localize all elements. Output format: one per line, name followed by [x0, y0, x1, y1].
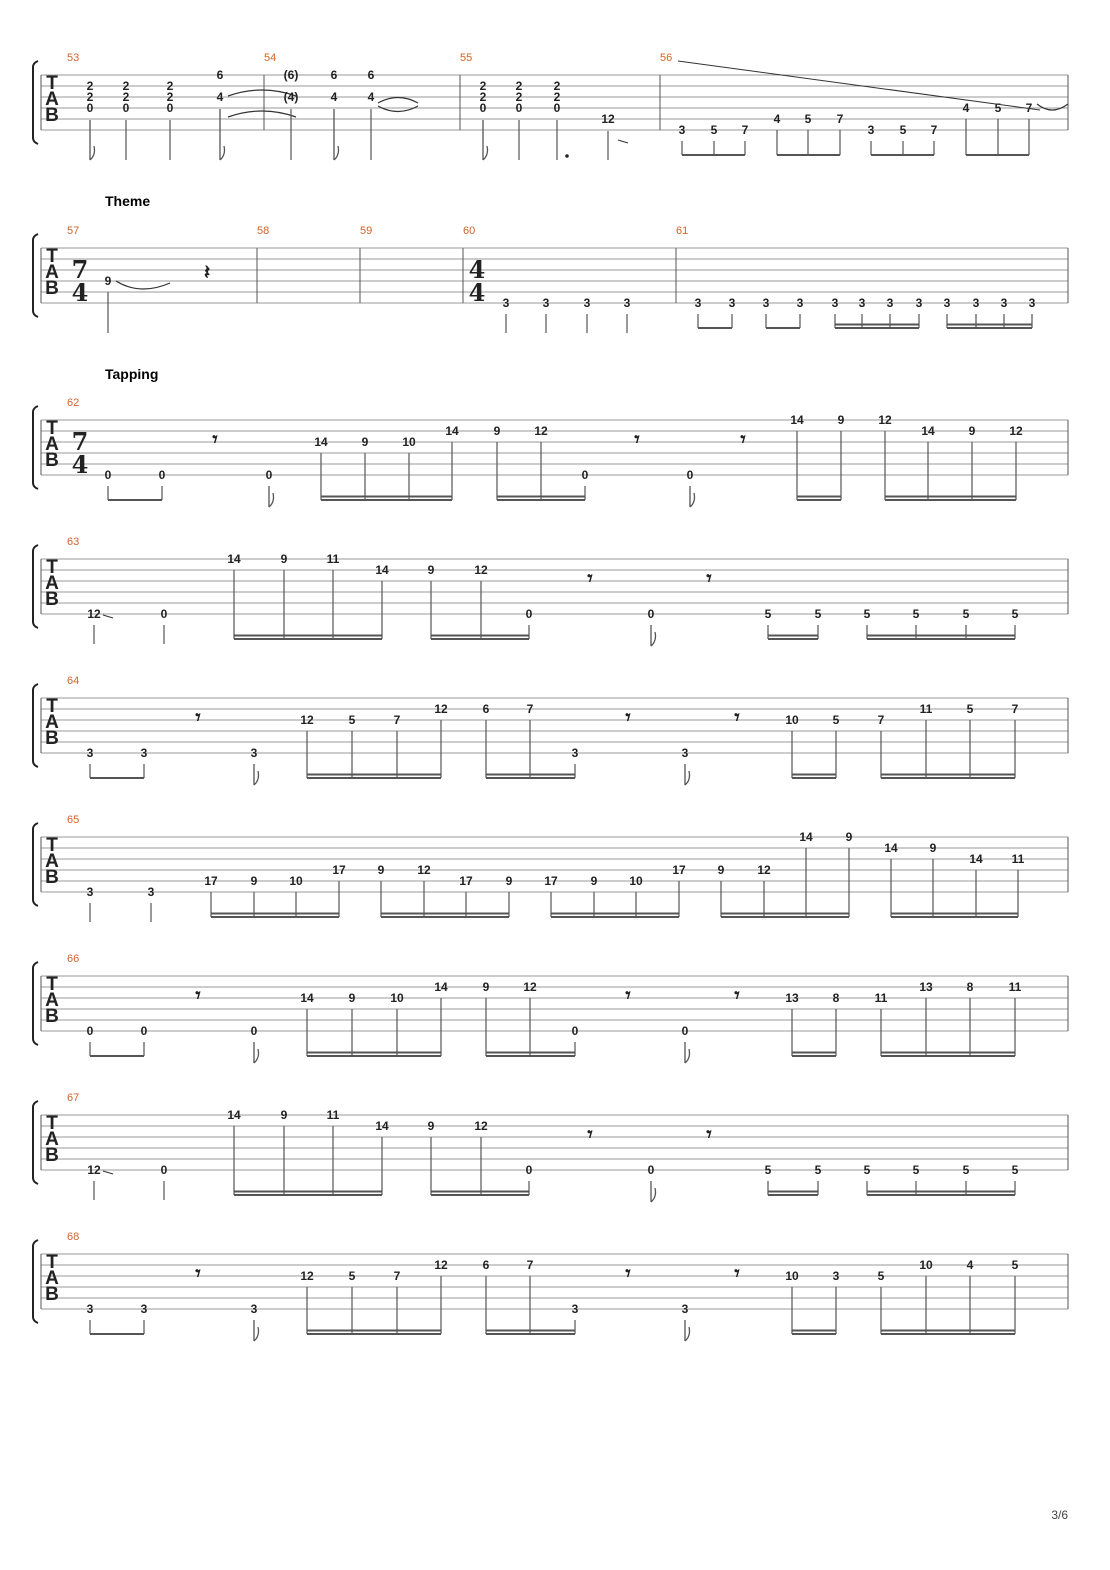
note-flag: [254, 764, 259, 785]
fret-number: 9: [717, 863, 725, 877]
fret-number: 9: [845, 830, 853, 844]
fret-number: 3: [796, 296, 804, 310]
time-signature-bottom: 4: [71, 450, 89, 479]
fret-number: 5: [863, 1163, 871, 1177]
fret-number: 0: [166, 101, 174, 115]
tab-system: [33, 536, 1068, 646]
fret-number: 0: [681, 1024, 689, 1038]
fret-number: 0: [581, 468, 589, 482]
time-signature-top: 7: [71, 427, 89, 456]
fret-number: 5: [348, 713, 356, 727]
fret-number: 2: [166, 79, 174, 93]
tab-system: [33, 1092, 1068, 1202]
fret-number: 9: [361, 435, 369, 449]
note-flag: [334, 109, 339, 160]
fret-number: 14: [300, 991, 314, 1005]
measure-number: 60: [463, 225, 476, 237]
fret-number: 9: [837, 413, 845, 427]
eighth-rest: 𝄾: [740, 427, 746, 451]
fret-number: 17: [459, 874, 473, 888]
fret-number: 2: [515, 90, 523, 104]
tie: [116, 281, 170, 289]
fret-number: 7: [741, 123, 749, 137]
fret-number: 3: [678, 123, 686, 137]
system-bracket: [33, 823, 38, 906]
eighth-rest: 𝄾: [195, 983, 201, 1007]
fret-number: 12: [1009, 424, 1023, 438]
fret-number: 9: [493, 424, 501, 438]
note-flag: [220, 109, 225, 160]
fret-number: 11: [326, 1108, 340, 1122]
fret-number: 10: [785, 1269, 799, 1283]
tab-clef-a: A: [45, 1129, 59, 1150]
tab-clef-t: T: [46, 1113, 58, 1134]
fret-number: 3: [728, 296, 736, 310]
fret-number: 5: [710, 123, 718, 137]
tab-clef-b: B: [45, 278, 59, 299]
fret-number: (4): [283, 90, 299, 104]
fret-number: 5: [1011, 1258, 1019, 1272]
tab-clef-a: A: [45, 262, 59, 283]
fret-number: 5: [814, 607, 822, 621]
fret-number: 3: [542, 296, 550, 310]
eighth-rest: 𝄾: [706, 566, 712, 590]
fret-number: 4: [773, 112, 781, 126]
tab-clef-b: B: [45, 450, 59, 471]
fret-number: 9: [377, 863, 385, 877]
page-number: 3/6: [1051, 1508, 1068, 1522]
fret-number: 14: [921, 424, 935, 438]
fret-number: 5: [962, 607, 970, 621]
fret-number: 3: [140, 746, 148, 760]
fret-number: 11: [874, 991, 888, 1005]
fret-number: 7: [526, 1258, 534, 1272]
section-label-theme: Theme: [105, 193, 151, 209]
fret-number: 2: [122, 79, 130, 93]
fret-number: 12: [87, 1163, 101, 1177]
fret-number: 14: [434, 980, 448, 994]
fret-number: 5: [764, 1163, 772, 1177]
fret-number: 4: [962, 101, 970, 115]
fret-number: 10: [785, 713, 799, 727]
fret-number: 3: [886, 296, 894, 310]
fret-number: 11: [1008, 980, 1022, 994]
fret-number: 3: [681, 1302, 689, 1316]
note-flag: [269, 486, 274, 507]
note-flag: [685, 764, 690, 785]
tab-clef-t: T: [46, 696, 58, 717]
fret-number: 8: [966, 980, 974, 994]
fret-number: 3: [583, 296, 591, 310]
fret-number: 5: [804, 112, 812, 126]
fret-number: 9: [427, 1119, 435, 1133]
fret-number: 3: [681, 746, 689, 760]
fret-number: 3: [831, 296, 839, 310]
fret-number: 13: [919, 980, 933, 994]
fret-number: 14: [799, 830, 813, 844]
eighth-rest: 𝄾: [195, 1261, 201, 1285]
fret-number: 7: [1011, 702, 1019, 716]
measure-number: 62: [67, 397, 80, 409]
fret-number: 3: [86, 1302, 94, 1316]
fret-number: 3: [147, 885, 155, 899]
slide-mark: [103, 615, 113, 618]
fret-number: 3: [86, 746, 94, 760]
fret-number: 2: [86, 79, 94, 93]
eighth-rest: 𝄾: [625, 983, 631, 1007]
fret-number: 7: [1025, 101, 1033, 115]
tab-clef-a: A: [45, 990, 59, 1011]
fret-number: 11: [1011, 852, 1025, 866]
time-signature-top: 4: [468, 255, 486, 284]
fret-number: 12: [87, 607, 101, 621]
fret-number: 5: [962, 1163, 970, 1177]
measure-number: 63: [67, 536, 80, 548]
tab-clef-a: A: [45, 1268, 59, 1289]
measure-number: 61: [676, 225, 689, 237]
fret-number: 13: [785, 991, 799, 1005]
eighth-rest: 𝄾: [734, 1261, 740, 1285]
fret-number: 2: [479, 90, 487, 104]
fret-number: 3: [86, 885, 94, 899]
fret-number: 9: [427, 563, 435, 577]
fret-number: 17: [672, 863, 686, 877]
fret-number: 0: [104, 468, 112, 482]
fret-number: 0: [250, 1024, 258, 1038]
fret-number: 14: [884, 841, 898, 855]
eighth-rest: 𝄾: [734, 983, 740, 1007]
fret-number: 0: [647, 607, 655, 621]
fret-number: 6: [367, 68, 375, 82]
fret-number: 0: [647, 1163, 655, 1177]
measure-number: 53: [67, 52, 80, 64]
fret-number: 0: [525, 607, 533, 621]
measure-number: 58: [257, 225, 270, 237]
fret-number: 9: [505, 874, 513, 888]
fret-number: 9: [104, 274, 112, 288]
fret-number: 0: [160, 1163, 168, 1177]
measure-number: 57: [67, 225, 80, 237]
fret-number: 3: [140, 1302, 148, 1316]
system-bracket: [33, 1101, 38, 1184]
fret-number: 0: [686, 468, 694, 482]
fret-number: 14: [227, 552, 241, 566]
tab-clef-t: T: [46, 557, 58, 578]
fret-number: 11: [326, 552, 340, 566]
tab-system: [33, 814, 1068, 922]
fret-number: 5: [1011, 607, 1019, 621]
tab-clef-b: B: [45, 1006, 59, 1027]
fret-number: 5: [832, 713, 840, 727]
measure-number: 59: [360, 225, 373, 237]
tab-clef-t: T: [46, 1252, 58, 1273]
fret-number: 9: [482, 980, 490, 994]
fret-number: 5: [966, 702, 974, 716]
fret-number: 6: [482, 1258, 490, 1272]
fret-number: 7: [877, 713, 885, 727]
eighth-rest: 𝄾: [587, 1122, 593, 1146]
system-bracket: [33, 1240, 38, 1323]
fret-number: 14: [969, 852, 983, 866]
fret-number: 9: [280, 1108, 288, 1122]
fret-number: 0: [525, 1163, 533, 1177]
system-bracket: [33, 684, 38, 767]
fret-number: 12: [434, 1258, 448, 1272]
measure-number: 54: [264, 52, 277, 64]
tab-system: [33, 953, 1068, 1063]
fret-number: 12: [434, 702, 448, 716]
fret-number: 3: [571, 1302, 579, 1316]
fret-number: 6: [330, 68, 338, 82]
tab-clef-b: B: [45, 589, 59, 610]
fret-number: (6): [283, 68, 299, 82]
fret-number: 12: [474, 563, 488, 577]
note-flag: [254, 1042, 259, 1063]
fret-number: 14: [445, 424, 459, 438]
tab-system: [33, 397, 1068, 507]
fret-number: 9: [929, 841, 937, 855]
fret-number: 12: [300, 1269, 314, 1283]
fret-number: 12: [534, 424, 548, 438]
tab-system: [33, 52, 1068, 160]
system-bracket: [33, 234, 38, 317]
fret-number: 5: [994, 101, 1002, 115]
tab-clef-t: T: [46, 974, 58, 995]
fret-number: 7: [930, 123, 938, 137]
system-bracket: [33, 61, 38, 144]
fret-number: 17: [544, 874, 558, 888]
fret-number: 4: [367, 90, 375, 104]
fret-number: 7: [526, 702, 534, 716]
eighth-rest: 𝄾: [634, 427, 640, 451]
eighth-rest: 𝄾: [734, 705, 740, 729]
measure-number: 56: [660, 52, 673, 64]
tab-clef-b: B: [45, 105, 59, 126]
fret-number: 14: [227, 1108, 241, 1122]
fret-number: 7: [836, 112, 844, 126]
eighth-rest: 𝄾: [587, 566, 593, 590]
fret-number: 12: [601, 112, 615, 126]
fret-number: 5: [863, 607, 871, 621]
measure-number: 66: [67, 953, 80, 965]
note-flag: [90, 120, 95, 160]
slide-mark: [103, 1171, 113, 1174]
fret-number: 3: [867, 123, 875, 137]
measure-number: 68: [67, 1231, 80, 1243]
tab-clef-a: A: [45, 434, 59, 455]
fret-number: 12: [417, 863, 431, 877]
slide-mark: [618, 140, 628, 143]
tab-clef-t: T: [46, 418, 58, 439]
fret-number: 10: [289, 874, 303, 888]
tab-clef-a: A: [45, 573, 59, 594]
fret-number: 5: [912, 1163, 920, 1177]
fret-number: 3: [943, 296, 951, 310]
fret-number: 3: [762, 296, 770, 310]
quarter-rest: 𝄽: [203, 260, 211, 284]
section-label-tapping: Tapping: [105, 366, 159, 382]
fret-number: 5: [764, 607, 772, 621]
fret-number: 5: [348, 1269, 356, 1283]
tab-clef-t: T: [46, 835, 58, 856]
fret-number: 3: [1000, 296, 1008, 310]
fret-number: 0: [571, 1024, 579, 1038]
note-flag: [483, 120, 488, 160]
fret-number: 3: [571, 746, 579, 760]
tab-clef-a: A: [45, 712, 59, 733]
fret-number: 8: [832, 991, 840, 1005]
fret-number: 2: [479, 79, 487, 93]
fret-number: 3: [250, 746, 258, 760]
eighth-rest: 𝄾: [706, 1122, 712, 1146]
fret-number: 12: [474, 1119, 488, 1133]
fret-number: 2: [86, 90, 94, 104]
fret-number: 0: [160, 607, 168, 621]
note-flag: [651, 1181, 656, 1202]
measure-number: 55: [460, 52, 473, 64]
note-flag: [685, 1042, 690, 1063]
fret-number: 0: [479, 101, 487, 115]
fret-number: 9: [280, 552, 288, 566]
tie: [378, 98, 418, 104]
fret-number: 0: [158, 468, 166, 482]
system-bracket: [33, 545, 38, 628]
measure-number: 64: [67, 675, 80, 687]
eighth-rest: 𝄾: [212, 427, 218, 451]
note-flag: [254, 1320, 259, 1341]
fret-number: 2: [122, 90, 130, 104]
fret-number: 5: [912, 607, 920, 621]
fret-number: 3: [623, 296, 631, 310]
measure-number: 67: [67, 1092, 80, 1104]
measure-number: 65: [67, 814, 80, 826]
fret-number: 3: [858, 296, 866, 310]
fret-number: 2: [553, 90, 561, 104]
fret-number: 17: [204, 874, 218, 888]
eighth-rest: 𝄾: [625, 1261, 631, 1285]
fret-number: 3: [694, 296, 702, 310]
fret-number: 14: [375, 1119, 389, 1133]
fret-number: 0: [265, 468, 273, 482]
fret-number: 9: [968, 424, 976, 438]
eighth-rest: 𝄾: [625, 705, 631, 729]
system-bracket: [33, 406, 38, 489]
fret-number: 2: [515, 79, 523, 93]
fret-number: 3: [972, 296, 980, 310]
fret-number: 17: [332, 863, 346, 877]
fret-number: 6: [482, 702, 490, 716]
fret-number: 3: [832, 1269, 840, 1283]
fret-number: 4: [216, 90, 224, 104]
fret-number: 9: [250, 874, 258, 888]
fret-number: 10: [919, 1258, 933, 1272]
fret-number: 7: [393, 1269, 401, 1283]
fret-number: 3: [502, 296, 510, 310]
tab-clef-t: T: [46, 73, 58, 94]
time-signature-bottom: 4: [468, 278, 486, 307]
fret-number: 0: [515, 101, 523, 115]
tab-clef-b: B: [45, 1284, 59, 1305]
tab-system: [33, 675, 1068, 785]
fret-number: 12: [878, 413, 892, 427]
tie: [1037, 104, 1068, 110]
fret-number: 10: [629, 874, 643, 888]
fret-number: 5: [877, 1269, 885, 1283]
time-signature-top: 7: [71, 255, 89, 284]
fret-number: 10: [402, 435, 416, 449]
fret-number: 10: [390, 991, 404, 1005]
eighth-rest: 𝄾: [195, 705, 201, 729]
fret-number: 7: [393, 713, 401, 727]
fret-number: 9: [590, 874, 598, 888]
fret-number: 4: [966, 1258, 974, 1272]
fret-number: 9: [348, 991, 356, 1005]
fret-number: 14: [790, 413, 804, 427]
fret-number: 4: [330, 90, 338, 104]
fret-number: 0: [140, 1024, 148, 1038]
staccato-dot: [565, 154, 569, 158]
tab-system: [33, 225, 1068, 333]
fret-number: 5: [899, 123, 907, 137]
system-bracket: [33, 962, 38, 1045]
fret-number: 14: [375, 563, 389, 577]
fret-number: 2: [553, 79, 561, 93]
note-flag: [685, 1320, 690, 1341]
tab-clef-a: A: [45, 89, 59, 110]
time-signature-bottom: 4: [71, 278, 89, 307]
fret-number: 12: [300, 713, 314, 727]
tab-clef-a: A: [45, 851, 59, 872]
fret-number: 14: [314, 435, 328, 449]
fret-number: 3: [915, 296, 923, 310]
fret-number: 3: [1028, 296, 1036, 310]
tie: [228, 111, 296, 117]
fret-number: 11: [919, 702, 933, 716]
fret-number: 0: [86, 1024, 94, 1038]
tab-clef-b: B: [45, 728, 59, 749]
tie: [378, 106, 418, 112]
tab-clef-b: B: [45, 867, 59, 888]
note-flag: [651, 625, 656, 646]
fret-number: 6: [216, 68, 224, 82]
fret-number: 2: [166, 90, 174, 104]
note-flag: [690, 486, 695, 507]
fret-number: 5: [1011, 1163, 1019, 1177]
fret-number: 0: [122, 101, 130, 115]
fret-number: 0: [86, 101, 94, 115]
fret-number: 5: [814, 1163, 822, 1177]
fret-number: 3: [250, 1302, 258, 1316]
tab-system: [33, 1231, 1068, 1341]
tab-clef-b: B: [45, 1145, 59, 1166]
fret-number: 0: [553, 101, 561, 115]
tab-clef-t: T: [46, 246, 58, 267]
fret-number: 12: [757, 863, 771, 877]
fret-number: 12: [523, 980, 537, 994]
